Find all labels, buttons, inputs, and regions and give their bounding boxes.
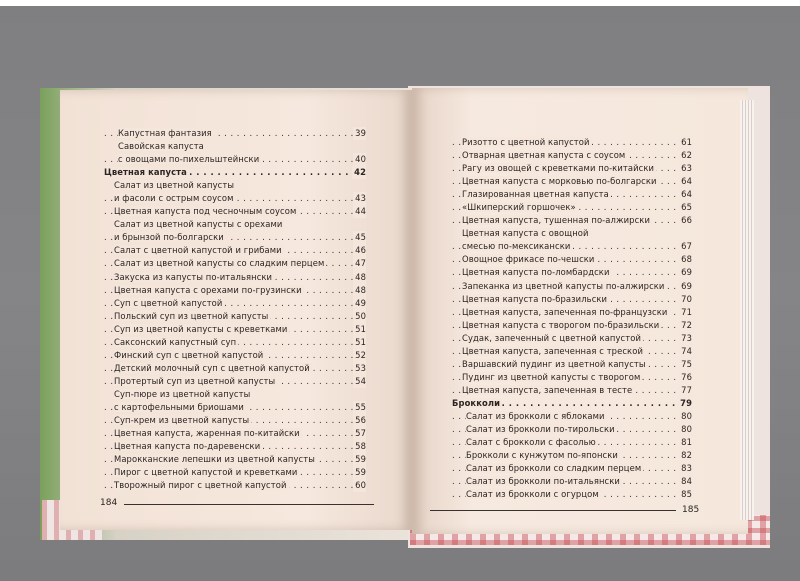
toc-entry-title: Салат из цветной капусты со сладким перцем [114,258,325,269]
toc-entry-title: Саксонский капустный суп [114,336,237,347]
toc-entry [452,371,692,384]
toc-entry-title: «Шкиперский горшочек» [462,202,576,213]
toc-entry-title: Брокколи с кунжутом по-японски [466,450,618,461]
toc-entry-title: Брокколи [452,397,501,408]
toc-entry-title: и фасоли с острым соусом [114,193,234,204]
toc-entry-title: Суп-крем из цветной капусты [114,415,250,426]
toc-entry [104,284,366,297]
toc-entry [104,127,366,140]
toc-entry [452,462,692,475]
toc-entry-title: Суп с цветной капустой [114,297,223,308]
toc-entry-page: 51 [353,336,366,349]
toc-entry-page: 79 [678,397,692,410]
toc-entry-title: Цветная капуста под чесночным соусом [114,206,297,217]
toc-entry-page: 62 [679,149,692,162]
toc-entry [104,323,366,336]
toc-entry-title: Цветная капуста по-бразильски [462,293,608,304]
toc-entry-title: Отварная цветная капуста с соусом [462,150,626,161]
toc-entry-page: 65 [679,201,692,214]
toc-entry-page: 74 [679,345,692,358]
toc-entry [452,214,692,227]
toc-entry-page: 45 [353,231,366,244]
toc-entry-page: 81 [679,436,692,449]
toc-entry [452,423,692,436]
toc-entry [452,345,692,358]
toc-entry-page: 60 [353,479,366,492]
toc-entry-title: Варшавский пудинг из цветной капусты [462,358,646,369]
toc-entry [452,475,692,488]
toc-entry-title: Салат из цветной капусты с орехами [114,219,283,230]
toc-entry-title: Детский молочный суп с цветной капустой [114,362,310,373]
toc-entry-title: Закуска из капусты по-итальянски [114,271,273,282]
toc-entry-page: 39 [353,127,366,140]
toc-entry-title: Запеканка из цветной капусты по-алжирски [462,280,665,291]
toc-entry-page: 85 [679,488,692,501]
toc-entry-title: Салат из брокколи по-тирольски [466,424,615,435]
right-table-of-contents [452,136,692,501]
toc-entry-page: 80 [679,423,692,436]
toc-entry [452,488,692,501]
toc-entry [452,436,692,449]
toc-entry-title: Пирог с цветной капустой и креветками [114,467,298,478]
toc-entry-page: 76 [679,371,692,384]
toc-entry-title: Цветная капуста по-даревенски [114,441,261,452]
toc-entry-page: 44 [353,205,366,218]
toc-entry [452,384,692,397]
toc-entry-title: Протертый суп из цветной капусты [114,375,276,386]
toc-entry-title: с овощами по-пихельштейнски [118,154,260,165]
toc-entry-page: 72 [679,319,692,332]
toc-entry [452,319,692,332]
footer-rule-right [430,510,676,511]
toc-entry [104,466,366,479]
toc-entry-title: Цветная капуста, запеченная по-французски [462,306,668,317]
toc-entry [452,240,692,253]
toc-entry [104,427,366,440]
toc-entry [452,449,692,462]
toc-entry-title: Салат с цветной капустой и грибами [114,245,282,256]
toc-entry-page: 58 [353,440,366,453]
toc-entry-page: 47 [353,257,366,270]
toc-entry [452,306,692,319]
toc-entry-title: Цветная капуста, тушенная по-алжирски [462,215,650,226]
toc-entry-page: 59 [353,453,366,466]
toc-entry-title: Капустная фантазия [118,128,212,138]
toc-entry-title: Цветная капуста по-ломбардски [462,267,610,278]
toc-entry-page: 48 [353,271,366,284]
toc-entry [104,231,366,244]
toc-entry-title: с картофельными бриошами [114,401,244,412]
toc-entry [104,479,366,492]
toc-entry-title: Ризотто с цветной капустой [462,137,590,147]
toc-entry-title: Цветная капуста с творогом по-бразильски [462,319,660,330]
page-number-left: 184 [100,498,118,508]
toc-entry-title: Судак, запеченный с цветной капустой [462,332,642,343]
toc-entry-title: Овощное фрикасе по-чешски [462,254,595,265]
toc-entry-page: 75 [679,358,692,371]
toc-entry-title: Суп из цветной капусты с креветками [114,323,288,334]
toc-entry [104,453,366,466]
toc-entry [104,388,366,401]
toc-entry [104,140,366,153]
toc-entry-title: Цветная капуста с овощной [462,228,589,239]
toc-entry-title: Глазированная цветная капуста [462,189,609,200]
toc-entry [104,336,366,349]
toc-entry [104,205,366,218]
toc-entry-page: 53 [353,362,366,375]
toc-entry-page: 42 [352,166,366,179]
toc-entry-page: 48 [353,284,366,297]
toc-entry [104,349,366,362]
toc-entry-title: Польский суп из цветной капусты [114,310,269,321]
toc-entry [104,375,366,388]
toc-entry-page: 52 [353,349,366,362]
toc-entry [452,136,692,149]
toc-entry-page: 69 [679,266,692,279]
toc-entry [452,175,692,188]
toc-entry-title: Салат из брокколи по-итальянски [466,476,620,487]
toc-entry [452,188,692,201]
toc-entry-title: Рагу из овощей с креветками по-китайски [462,163,655,174]
toc-entry [104,401,366,414]
toc-entry-title: Цветная капуста, жаренная по-китайски [114,428,300,439]
toc-entry [104,153,366,166]
toc-entry-title: и брынзой по-болгарски [114,232,224,243]
toc-entry-page: 82 [679,449,692,462]
toc-entry-page: 69 [679,280,692,293]
toc-entry-page: 51 [353,323,366,336]
toc-entry [452,332,692,345]
page-number-right: 185 [682,505,700,515]
toc-entry-page: 70 [679,293,692,306]
toc-entry [452,358,692,371]
toc-entry-page: 40 [353,153,366,166]
toc-entry-title: Салат с брокколи с фасолью [466,437,596,448]
toc-entry [104,310,366,323]
toc-entry [452,397,692,410]
toc-entry-page: 55 [353,401,366,414]
toc-entry [104,192,366,205]
toc-entry-title: Творожный пирог с цветной капустой [114,480,287,491]
toc-entry [452,162,692,175]
left-table-of-contents [104,127,366,492]
toc-entry-page: 67 [679,240,692,253]
toc-entry-page: 49 [353,297,366,310]
toc-entry [452,280,692,293]
toc-entry [452,410,692,423]
toc-entry-title: Суп-пюре из цветной капусты [114,388,251,399]
toc-entry [104,362,366,375]
toc-entry-title: Салат из брокколи с яблоками [466,410,605,421]
toc-entry [104,257,366,270]
toc-entry [104,271,366,284]
toc-entry [452,149,692,162]
toc-entry-title: Финский суп с цветной капустой [114,349,264,360]
toc-entry-title: Пудинг из цветной капусты с творогом [462,371,641,382]
toc-entry-title: Марокканские лепешки из цветной капусты [114,454,315,465]
toc-entry-page: 64 [679,188,692,201]
toc-entry-title: Савойская капуста [118,141,204,152]
page-edges [740,100,754,520]
toc-entry-page: 54 [353,375,366,388]
toc-entry-page: 77 [679,384,692,397]
toc-entry [452,266,692,279]
toc-entry [452,227,692,240]
toc-entry [452,253,692,266]
footer-rule-left [124,504,374,505]
toc-entry-page: 63 [679,162,692,175]
toc-entry-page: 73 [679,332,692,345]
toc-entry-title: Цветная капуста с морковью по-болгарски [462,176,657,187]
toc-entry-title: Цветная капуста, запеченная с треской [462,345,643,356]
toc-entry-page: 59 [353,466,366,479]
toc-entry-page: 61 [679,136,692,149]
toc-entry [452,201,692,214]
toc-entry-title: Салат из брокколи со сладким перцем [466,463,642,474]
toc-entry [452,293,692,306]
toc-entry-page: 46 [353,244,366,257]
toc-entry-title: Цветная капуста с орехами по-грузински [114,284,302,295]
toc-entry-title: Цветная капуста [104,167,187,178]
toc-entry-page: 83 [679,462,692,475]
toc-entry [104,297,366,310]
toc-entry-title: Салат из брокколи с огурцом [466,489,599,500]
toc-entry-page: 66 [679,214,692,227]
toc-entry-page: 56 [353,414,366,427]
toc-entry-title: смесью по-мексикански [462,241,571,252]
toc-entry [104,244,366,257]
toc-entry-title: Цветная капуста, запеченная в тесте [462,384,633,395]
toc-entry-page: 57 [353,427,366,440]
toc-entry [104,218,366,231]
toc-entry [104,179,366,192]
toc-entry-page: 68 [679,253,692,266]
toc-entry-page: 64 [679,175,692,188]
toc-entry [104,166,366,179]
toc-entry [104,440,366,453]
toc-entry-page: 80 [679,410,692,423]
toc-entry [104,414,366,427]
toc-entry-page: 71 [679,306,692,319]
toc-entry-page: 43 [353,192,366,205]
toc-entry-page: 84 [679,475,692,488]
toc-entry-page: 50 [353,310,366,323]
toc-entry-title: Салат из цветной капусты [114,180,235,191]
